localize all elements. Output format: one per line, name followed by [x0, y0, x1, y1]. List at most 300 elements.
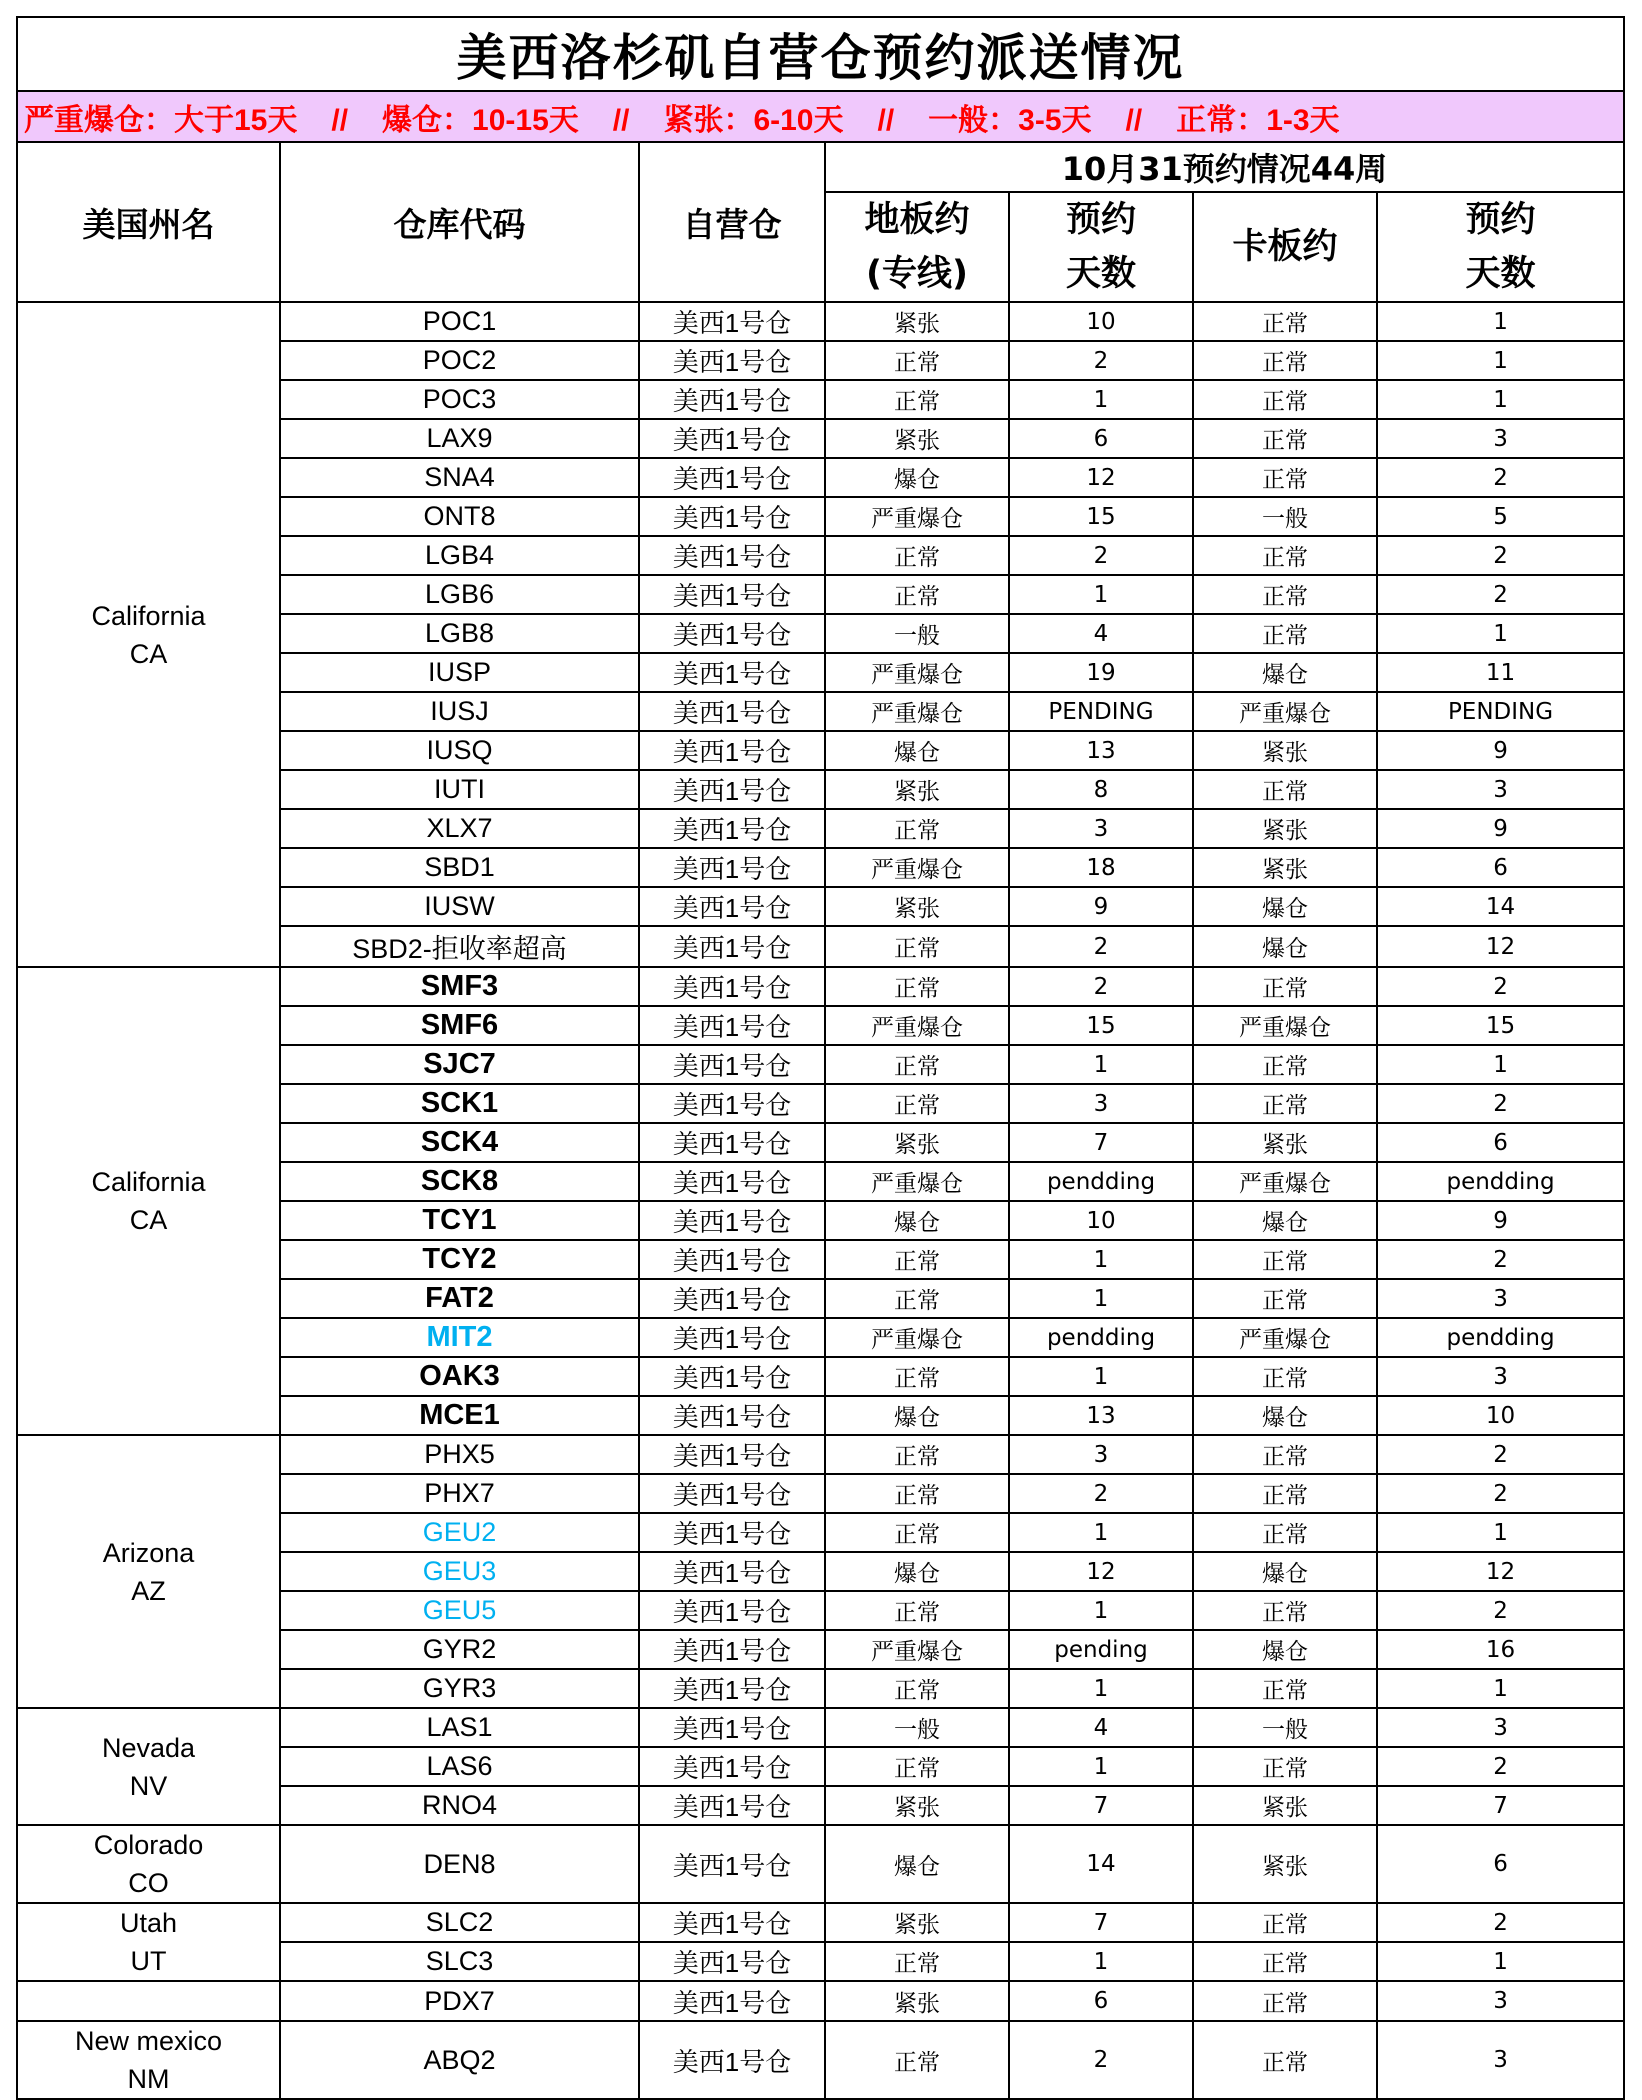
own-warehouse-cell: 美西1号仓: [639, 1708, 825, 1747]
pallet-status-cell: 正常: [1193, 536, 1377, 575]
pallet-status-cell: 正常: [1193, 1942, 1377, 1981]
pallet-days-cell: 2: [1377, 1591, 1624, 1630]
pallet-days-cell: 1: [1377, 380, 1624, 419]
pallet-status-cell: 严重爆仓: [1193, 1162, 1377, 1201]
own-warehouse-cell: 美西1号仓: [639, 1747, 825, 1786]
warehouse-code-cell: SMF3: [280, 967, 639, 1006]
own-warehouse-cell: 美西1号仓: [639, 1942, 825, 1981]
floor-status-cell: 正常: [825, 926, 1009, 967]
floor-days-cell: 2: [1009, 926, 1193, 967]
floor-days-cell: 2: [1009, 1474, 1193, 1513]
pallet-days-cell: 2: [1377, 1903, 1624, 1942]
own-warehouse-cell: 美西1号仓: [639, 1552, 825, 1591]
warehouse-code-cell: LGB6: [280, 575, 639, 614]
floor-days-cell: 4: [1009, 614, 1193, 653]
floor-status-cell: 正常: [825, 809, 1009, 848]
floor-days-cell: 1: [1009, 380, 1193, 419]
pallet-status-cell: 正常: [1193, 1669, 1377, 1708]
floor-days-cell: 3: [1009, 1435, 1193, 1474]
page-title: 美西洛杉矶自营仓预约派送情况: [17, 17, 1624, 91]
state-abbr: NV: [129, 1770, 168, 1801]
header-pallet-days-line1: 预约: [1465, 200, 1536, 240]
pallet-status-cell: 爆仓: [1193, 1552, 1377, 1591]
header-state: 美国州名: [17, 142, 280, 302]
own-warehouse-cell: 美西1号仓: [639, 1162, 825, 1201]
pallet-status-cell: 正常: [1193, 1084, 1377, 1123]
warehouse-code-cell: IUSJ: [280, 692, 639, 731]
own-warehouse-cell: 美西1号仓: [639, 1318, 825, 1357]
header-floor-appointment-line2: (专线): [866, 254, 968, 294]
pallet-days-cell: 3: [1377, 419, 1624, 458]
own-warehouse-cell: 美西1号仓: [639, 1201, 825, 1240]
pallet-status-cell: 紧张: [1193, 1123, 1377, 1162]
own-warehouse-cell: 美西1号仓: [639, 692, 825, 731]
floor-days-cell: 7: [1009, 1786, 1193, 1825]
pallet-status-cell: 紧张: [1193, 731, 1377, 770]
header-warehouse-code: 仓库代码: [280, 142, 639, 302]
pallet-days-cell: 15: [1377, 1006, 1624, 1045]
state-abbr: UT: [130, 1946, 167, 1976]
floor-days-cell: 1: [1009, 1747, 1193, 1786]
floor-days-cell: 1: [1009, 1240, 1193, 1279]
warehouse-code-cell: SCK4: [280, 1123, 639, 1162]
warehouse-code-cell: MIT2: [280, 1318, 639, 1357]
floor-days-cell: 1: [1009, 1357, 1193, 1396]
pallet-status-cell: 正常: [1193, 1279, 1377, 1318]
warehouse-code-cell: TCY2: [280, 1240, 639, 1279]
state-name: Utah: [119, 1908, 178, 1938]
warehouse-code-cell: SJC7: [280, 1045, 639, 1084]
pallet-days-cell: 3: [1377, 2021, 1624, 2099]
warehouse-code-cell: SLC3: [280, 1942, 639, 1981]
own-warehouse-cell: 美西1号仓: [639, 1630, 825, 1669]
pallet-days-cell: PENDING: [1377, 692, 1624, 731]
pallet-status-cell: 紧张: [1193, 809, 1377, 848]
pallet-days-cell: 2: [1377, 1084, 1624, 1123]
floor-status-cell: 正常: [825, 967, 1009, 1006]
legend-separator: //: [1125, 103, 1143, 137]
warehouse-code-cell: POC3: [280, 380, 639, 419]
pallet-days-cell: 2: [1377, 967, 1624, 1006]
state-name: California: [91, 1167, 206, 1197]
pallet-status-cell: 正常: [1193, 1474, 1377, 1513]
header-own-warehouse: 自营仓: [639, 142, 825, 302]
legend-item-tight: 紧张：6-10天: [663, 103, 844, 137]
own-warehouse-cell: 美西1号仓: [639, 419, 825, 458]
own-warehouse-cell: 美西1号仓: [639, 536, 825, 575]
floor-days-cell: 10: [1009, 302, 1193, 341]
pallet-status-cell: 一般: [1193, 497, 1377, 536]
pallet-days-cell: 2: [1377, 1747, 1624, 1786]
table-row: [17, 2021, 1624, 2099]
pallet-days-cell: 3: [1377, 1708, 1624, 1747]
floor-days-cell: 1: [1009, 1045, 1193, 1084]
own-warehouse-cell: 美西1号仓: [639, 1981, 825, 2021]
floor-days-cell: 19: [1009, 653, 1193, 692]
state-cell: [17, 1903, 280, 1981]
own-warehouse-cell: 美西1号仓: [639, 1279, 825, 1318]
own-warehouse-cell: 美西1号仓: [639, 1591, 825, 1630]
pallet-status-cell: 正常: [1193, 614, 1377, 653]
pallet-status-cell: 正常: [1193, 1513, 1377, 1552]
floor-days-cell: 3: [1009, 809, 1193, 848]
pallet-days-cell: 2: [1377, 575, 1624, 614]
pallet-status-cell: 爆仓: [1193, 1201, 1377, 1240]
pallet-days-cell: 1: [1377, 1669, 1624, 1708]
floor-days-cell: pendding: [1009, 1162, 1193, 1201]
pallet-status-cell: 正常: [1193, 1591, 1377, 1630]
header-floor-days-line2: 天数: [1065, 254, 1136, 294]
floor-status-cell: 爆仓: [825, 731, 1009, 770]
warehouse-code-cell: IUSQ: [280, 731, 639, 770]
pallet-days-cell: 7: [1377, 1786, 1624, 1825]
pallet-status-cell: 正常: [1193, 1045, 1377, 1084]
own-warehouse-cell: 美西1号仓: [639, 302, 825, 341]
own-warehouse-cell: 美西1号仓: [639, 341, 825, 380]
own-warehouse-cell: 美西1号仓: [639, 1825, 825, 1903]
pallet-status-cell: 正常: [1193, 2021, 1377, 2099]
own-warehouse-cell: 美西1号仓: [639, 380, 825, 419]
warehouse-code-cell: PDX7: [280, 1981, 639, 2021]
pallet-days-cell: 2: [1377, 1240, 1624, 1279]
floor-days-cell: 9: [1009, 887, 1193, 926]
warehouse-code-cell: LGB4: [280, 536, 639, 575]
own-warehouse-cell: 美西1号仓: [639, 809, 825, 848]
pallet-days-cell: 3: [1377, 1357, 1624, 1396]
own-warehouse-cell: 美西1号仓: [639, 1084, 825, 1123]
pallet-days-cell: 2: [1377, 536, 1624, 575]
pallet-days-cell: 6: [1377, 848, 1624, 887]
pallet-days-cell: 3: [1377, 770, 1624, 809]
floor-days-cell: 7: [1009, 1123, 1193, 1162]
pallet-days-cell: pendding: [1377, 1162, 1624, 1201]
warehouse-code-cell: LAS6: [280, 1747, 639, 1786]
warehouse-code-cell: SNA4: [280, 458, 639, 497]
table-row: [17, 1825, 1624, 1903]
own-warehouse-cell: 美西1号仓: [639, 1669, 825, 1708]
own-warehouse-cell: 美西1号仓: [639, 967, 825, 1006]
warehouse-code-cell: GEU3: [280, 1552, 639, 1591]
warehouse-code-cell: GEU2: [280, 1513, 639, 1552]
pallet-status-cell: 正常: [1193, 1903, 1377, 1942]
floor-status-cell: 紧张: [825, 302, 1009, 341]
floor-status-cell: 爆仓: [825, 1825, 1009, 1903]
state-abbr: NM: [127, 2064, 170, 2094]
floor-status-cell: 正常: [825, 575, 1009, 614]
floor-status-cell: 正常: [825, 1045, 1009, 1084]
floor-status-cell: 正常: [825, 1942, 1009, 1981]
state-cell: [17, 1708, 280, 1825]
state-name: New mexico: [74, 2026, 223, 2056]
floor-days-cell: 1: [1009, 1513, 1193, 1552]
legend-separator: //: [331, 103, 349, 137]
pallet-status-cell: 严重爆仓: [1193, 1006, 1377, 1045]
pallet-days-cell: 5: [1377, 497, 1624, 536]
state-cell: [17, 1825, 280, 1903]
header-pallet-appointment: 卡板约: [1193, 192, 1377, 302]
floor-days-cell: 13: [1009, 731, 1193, 770]
floor-days-cell: 1: [1009, 1591, 1193, 1630]
own-warehouse-cell: 美西1号仓: [639, 2021, 825, 2099]
pallet-status-cell: 爆仓: [1193, 926, 1377, 967]
own-warehouse-cell: 美西1号仓: [639, 887, 825, 926]
pallet-status-cell: 严重爆仓: [1193, 1318, 1377, 1357]
floor-status-cell: 紧张: [825, 1123, 1009, 1162]
own-warehouse-cell: 美西1号仓: [639, 1045, 825, 1084]
own-warehouse-cell: 美西1号仓: [639, 614, 825, 653]
legend-item-overloaded: 爆仓：10-15天: [382, 103, 579, 137]
header-pallet-days-line2: 天数: [1465, 254, 1536, 294]
pallet-days-cell: 6: [1377, 1123, 1624, 1162]
warehouse-code-cell: XLX7: [280, 809, 639, 848]
floor-status-cell: 严重爆仓: [825, 1630, 1009, 1669]
pallet-days-cell: 6: [1377, 1825, 1624, 1903]
floor-status-cell: 正常: [825, 1240, 1009, 1279]
floor-status-cell: 严重爆仓: [825, 1162, 1009, 1201]
pallet-status-cell: 紧张: [1193, 1786, 1377, 1825]
pallet-status-cell: 正常: [1193, 1747, 1377, 1786]
pallet-days-cell: 2: [1377, 1435, 1624, 1474]
floor-days-cell: 15: [1009, 1006, 1193, 1045]
state-abbr: CA: [129, 638, 168, 669]
warehouse-code-cell: PHX5: [280, 1435, 639, 1474]
floor-status-cell: 严重爆仓: [825, 692, 1009, 731]
pallet-days-cell: 12: [1377, 926, 1624, 967]
warehouse-code-cell: DEN8: [280, 1825, 639, 1903]
pallet-status-cell: 严重爆仓: [1193, 692, 1377, 731]
warehouse-code-cell: LAX9: [280, 419, 639, 458]
warehouse-code-cell: SCK8: [280, 1162, 639, 1201]
floor-days-cell: 12: [1009, 1552, 1193, 1591]
pallet-status-cell: 正常: [1193, 1357, 1377, 1396]
floor-status-cell: 紧张: [825, 770, 1009, 809]
floor-days-cell: 4: [1009, 1708, 1193, 1747]
pallet-days-cell: 3: [1377, 1279, 1624, 1318]
own-warehouse-cell: 美西1号仓: [639, 848, 825, 887]
pallet-status-cell: 正常: [1193, 380, 1377, 419]
floor-status-cell: 严重爆仓: [825, 1318, 1009, 1357]
state-cell: [17, 1435, 280, 1708]
floor-days-cell: 2: [1009, 536, 1193, 575]
pallet-status-cell: 爆仓: [1193, 887, 1377, 926]
pallet-days-cell: 16: [1377, 1630, 1624, 1669]
pallet-days-cell: 1: [1377, 1045, 1624, 1084]
pallet-days-cell: 12: [1377, 1552, 1624, 1591]
state-abbr: AZ: [131, 1575, 166, 1606]
warehouse-code-cell: GYR3: [280, 1669, 639, 1708]
floor-status-cell: 正常: [825, 1591, 1009, 1630]
pallet-days-cell: 3: [1377, 1981, 1624, 2021]
warehouse-code-cell: FAT2: [280, 1279, 639, 1318]
floor-days-cell: 8: [1009, 770, 1193, 809]
floor-days-cell: 14: [1009, 1825, 1193, 1903]
pallet-status-cell: 正常: [1193, 1981, 1377, 2021]
pallet-days-cell: 10: [1377, 1396, 1624, 1435]
own-warehouse-cell: 美西1号仓: [639, 1006, 825, 1045]
legend-item-normal: 正常：1-3天: [1176, 103, 1340, 137]
warehouse-code-cell: GEU5: [280, 1591, 639, 1630]
own-warehouse-cell: 美西1号仓: [639, 1786, 825, 1825]
floor-status-cell: 爆仓: [825, 1396, 1009, 1435]
own-warehouse-cell: 美西1号仓: [639, 575, 825, 614]
pallet-status-cell: 正常: [1193, 575, 1377, 614]
header-pallet-days: [1377, 192, 1624, 302]
pallet-days-cell: 1: [1377, 302, 1624, 341]
pallet-status-cell: 紧张: [1193, 848, 1377, 887]
pallet-status-cell: 正常: [1193, 967, 1377, 1006]
pallet-days-cell: 1: [1377, 1513, 1624, 1552]
own-warehouse-cell: 美西1号仓: [639, 770, 825, 809]
floor-days-cell: pending: [1009, 1630, 1193, 1669]
floor-status-cell: 正常: [825, 1513, 1009, 1552]
warehouse-code-cell: IUTI: [280, 770, 639, 809]
state-cell: [17, 2021, 280, 2099]
warehouse-code-cell: IUSW: [280, 887, 639, 926]
floor-days-cell: 2: [1009, 2021, 1193, 2099]
floor-status-cell: 严重爆仓: [825, 653, 1009, 692]
floor-status-cell: 严重爆仓: [825, 497, 1009, 536]
floor-days-cell: 1: [1009, 1279, 1193, 1318]
floor-status-cell: 紧张: [825, 1981, 1009, 2021]
pallet-days-cell: 1: [1377, 614, 1624, 653]
state-name: California: [91, 600, 206, 631]
own-warehouse-cell: 美西1号仓: [639, 1513, 825, 1552]
header-floor-appointment: [825, 192, 1009, 302]
header-week: 10月31预约情况44周: [825, 142, 1624, 192]
warehouse-code-cell: ABQ2: [280, 2021, 639, 2099]
floor-days-cell: 15: [1009, 497, 1193, 536]
state-abbr: CO: [128, 1868, 169, 1898]
floor-days-cell: pendding: [1009, 1318, 1193, 1357]
own-warehouse-cell: 美西1号仓: [639, 1396, 825, 1435]
own-warehouse-cell: 美西1号仓: [639, 1240, 825, 1279]
floor-days-cell: 12: [1009, 458, 1193, 497]
pallet-status-cell: 正常: [1193, 302, 1377, 341]
floor-days-cell: 1: [1009, 575, 1193, 614]
floor-status-cell: 正常: [825, 380, 1009, 419]
own-warehouse-cell: 美西1号仓: [639, 1357, 825, 1396]
state-name: Nevada: [101, 1732, 196, 1763]
own-warehouse-cell: 美西1号仓: [639, 497, 825, 536]
legend-separator: //: [612, 103, 630, 137]
table-body: [17, 302, 1624, 2099]
pallet-status-cell: 正常: [1193, 341, 1377, 380]
floor-days-cell: 18: [1009, 848, 1193, 887]
table-row: [17, 1981, 1624, 2021]
state-cell: [17, 302, 280, 967]
spreadsheet: [16, 16, 1623, 2100]
table-row: [17, 1435, 1624, 1474]
floor-status-cell: 爆仓: [825, 1552, 1009, 1591]
floor-status-cell: 正常: [825, 1435, 1009, 1474]
warehouse-code-cell: IUSP: [280, 653, 639, 692]
floor-days-cell: 6: [1009, 419, 1193, 458]
pallet-days-cell: 11: [1377, 653, 1624, 692]
pallet-status-cell: 爆仓: [1193, 653, 1377, 692]
pallet-status-cell: 正常: [1193, 458, 1377, 497]
floor-status-cell: 紧张: [825, 1903, 1009, 1942]
pallet-status-cell: 正常: [1193, 1240, 1377, 1279]
floor-days-cell: 2: [1009, 967, 1193, 1006]
table-row: [17, 967, 1624, 1006]
floor-status-cell: 正常: [825, 536, 1009, 575]
state-name: Colorado: [93, 1830, 204, 1860]
floor-status-cell: 正常: [825, 2021, 1009, 2099]
pallet-days-cell: pendding: [1377, 1318, 1624, 1357]
pallet-days-cell: 14: [1377, 887, 1624, 926]
header-floor-days-line1: 预约: [1065, 200, 1136, 240]
floor-days-cell: 1: [1009, 1942, 1193, 1981]
floor-days-cell: 1: [1009, 1669, 1193, 1708]
warehouse-code-cell: SBD2-拒收率超高: [280, 926, 639, 967]
pallet-status-cell: 一般: [1193, 1708, 1377, 1747]
warehouse-code-cell: POC1: [280, 302, 639, 341]
warehouse-code-cell: SCK1: [280, 1084, 639, 1123]
pallet-status-cell: 爆仓: [1193, 1630, 1377, 1669]
header-floor-appointment-line1: 地板约: [864, 200, 970, 240]
warehouse-code-cell: ONT8: [280, 497, 639, 536]
floor-status-cell: 紧张: [825, 419, 1009, 458]
floor-status-cell: 正常: [825, 1279, 1009, 1318]
floor-status-cell: 紧张: [825, 1786, 1009, 1825]
floor-status-cell: 爆仓: [825, 1201, 1009, 1240]
warehouse-code-cell: TCY1: [280, 1201, 639, 1240]
floor-status-cell: 紧张: [825, 887, 1009, 926]
own-warehouse-cell: 美西1号仓: [639, 1435, 825, 1474]
pallet-days-cell: 1: [1377, 1942, 1624, 1981]
pallet-days-cell: 9: [1377, 731, 1624, 770]
pallet-status-cell: 紧张: [1193, 1825, 1377, 1903]
legend-item-moderate: 一般：3-5天: [928, 103, 1092, 137]
floor-status-cell: 一般: [825, 1708, 1009, 1747]
floor-days-cell: 3: [1009, 1084, 1193, 1123]
state-abbr: CA: [129, 1205, 168, 1235]
floor-status-cell: 爆仓: [825, 458, 1009, 497]
table-row: [17, 1903, 1624, 1942]
floor-status-cell: 正常: [825, 341, 1009, 380]
pallet-status-cell: 正常: [1193, 770, 1377, 809]
warehouse-code-cell: PHX7: [280, 1474, 639, 1513]
own-warehouse-cell: 美西1号仓: [639, 458, 825, 497]
warehouse-code-cell: LAS1: [280, 1708, 639, 1747]
warehouse-code-cell: GYR2: [280, 1630, 639, 1669]
floor-days-cell: 6: [1009, 1981, 1193, 2021]
state-name: Arizona: [102, 1537, 195, 1568]
floor-status-cell: 正常: [825, 1084, 1009, 1123]
state-cell: [17, 967, 280, 1435]
pallet-days-cell: 1: [1377, 341, 1624, 380]
floor-days-cell: 2: [1009, 341, 1193, 380]
own-warehouse-cell: 美西1号仓: [639, 926, 825, 967]
own-warehouse-cell: 美西1号仓: [639, 731, 825, 770]
floor-status-cell: 正常: [825, 1747, 1009, 1786]
floor-status-cell: 正常: [825, 1669, 1009, 1708]
floor-days-cell: 7: [1009, 1903, 1193, 1942]
warehouse-code-cell: OAK3: [280, 1357, 639, 1396]
pallet-days-cell: 2: [1377, 458, 1624, 497]
floor-status-cell: 正常: [825, 1357, 1009, 1396]
warehouse-code-cell: LGB8: [280, 614, 639, 653]
own-warehouse-cell: 美西1号仓: [639, 1123, 825, 1162]
floor-status-cell: 正常: [825, 1474, 1009, 1513]
warehouse-code-cell: MCE1: [280, 1396, 639, 1435]
pallet-days-cell: 2: [1377, 1474, 1624, 1513]
legend-item-severe: 严重爆仓：大于15天: [24, 103, 298, 137]
floor-status-cell: 严重爆仓: [825, 848, 1009, 887]
floor-status-cell: 一般: [825, 614, 1009, 653]
pallet-days-cell: 9: [1377, 809, 1624, 848]
warehouse-code-cell: POC2: [280, 341, 639, 380]
